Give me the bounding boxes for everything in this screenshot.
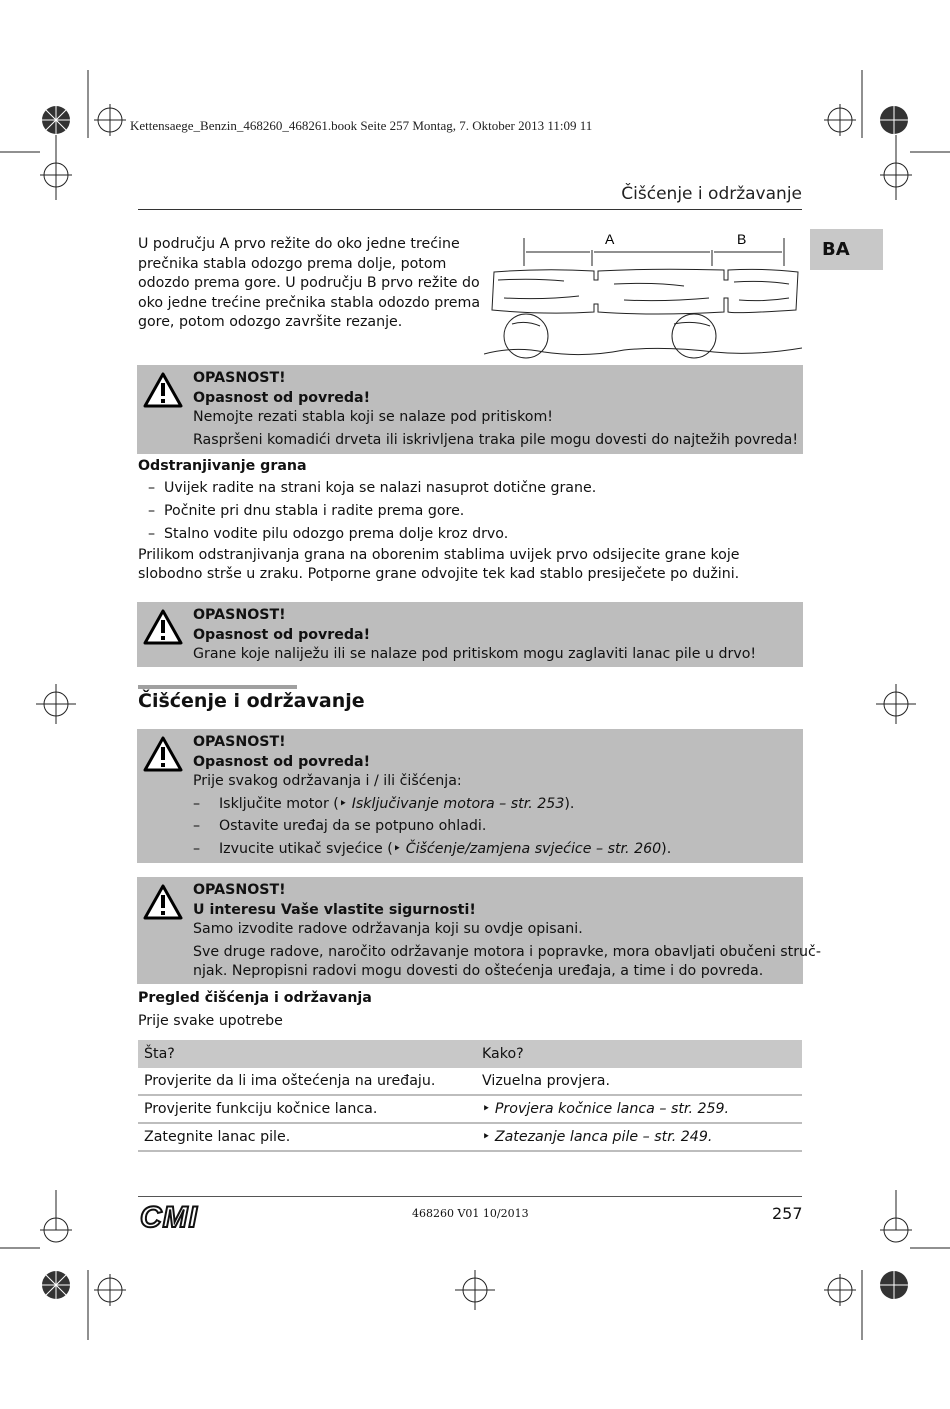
language-tab: BA [810, 229, 883, 270]
warning-triangle-icon [143, 372, 183, 408]
section-heading: Odstranjivanje grana [138, 458, 307, 474]
branch-paragraph: Prilikom odstranjivanja grana na oborenim stablima uvijek prvo odsijecite grane koje slobodno strše u zraku. Potporne grane odvojite tek kad stablo presiječete po dužini. [138, 546, 740, 583]
danger-line: Nemojte rezati stabla koji se nalaze pod pritiskom! [193, 409, 553, 426]
section-title-bar [138, 685, 297, 689]
section-title: Čišćenje i održavanje [138, 690, 365, 712]
cross-reference-link[interactable]: ‣ Isključivanje motora – str. 253 [338, 795, 565, 812]
danger-box-injury-1 [137, 365, 803, 454]
list-item: – Počnite pri dnu stabla i radite prema gore. [138, 500, 804, 523]
table-row [138, 1068, 802, 1095]
intro-paragraph: U području A prvo režite do oko jedne trećine prečnika stabla odozgo prema dolje, potom odozdo prema gore. U području B prvo režite do oko jedne trećine prečnika stabla odozdo prema gore, potom odozgo završite rezanje. [138, 236, 481, 331]
cross-reference-link[interactable]: ‣ Provjera kočnice lanca – str. 259. [476, 1095, 802, 1123]
danger-line: njak. Nepropisni radovi mogu dovesti do oštećenja uređaja, a time i do povreda. [193, 963, 764, 980]
overview-heading-block [138, 989, 372, 1031]
danger-line: Sve druge radove, naročito održavanje motora i popravke, mora obavljati obučeni struč- [193, 943, 821, 960]
table-row [138, 1123, 802, 1151]
cmi-logo [138, 1200, 234, 1232]
column-header-what: Šta? [138, 1040, 476, 1068]
danger-sub-item: – Izvucite utikač svjećice (‣ Čišćenje/zamjena svjećice – str. 260). [193, 840, 795, 860]
table-cell-what: Provjerite da li ima oštećenja na uređaju. [138, 1068, 476, 1095]
overview-subheading: Prije svake upotrebe [138, 1012, 283, 1029]
table-cell-what: Zategnite lanac pile. [138, 1123, 476, 1151]
danger-title: OPASNOST! [193, 882, 286, 898]
figure-label-b: B [737, 231, 747, 247]
column-header-how: Kako? [476, 1040, 802, 1068]
danger-line: Samo izvodite radove održavanja koji su ovdje opisani. [193, 921, 583, 938]
danger-sub-item: – Ostavite uređaj da se potpuno ohladi. [193, 817, 795, 837]
maintenance-table [138, 1040, 802, 1152]
header-rule [138, 209, 802, 210]
page-number: 257 [772, 1204, 803, 1223]
warning-triangle-icon [143, 884, 183, 920]
list-item: – Uvijek radite na strani koja se nalazi nasuprot dotične grane. [138, 477, 804, 500]
danger-box-injury-2 [137, 602, 803, 667]
cross-reference-link[interactable]: ‣ Čišćenje/zamjena svjećice – str. 260 [392, 840, 662, 857]
overview-heading: Pregled čišćenja i održavanja [138, 990, 372, 1006]
danger-subtitle: Opasnost od povreda! [193, 626, 371, 643]
danger-box-maintenance [137, 729, 803, 863]
danger-line: Grane koje naliježu ili se nalaze pod pritiskom mogu zaglaviti lanac pile u drvo! [193, 646, 757, 663]
danger-box-safety [137, 877, 821, 984]
branch-removal-section [138, 457, 804, 585]
danger-title: OPASNOST! [193, 607, 286, 623]
warning-triangle-icon [143, 736, 183, 772]
cross-reference-link[interactable]: ‣ Zatezanje lanca pile – str. 249. [476, 1123, 802, 1151]
danger-title: OPASNOST! [193, 734, 286, 750]
table-cell-how: Vizuelna provjera. [476, 1068, 802, 1095]
list-item: – Stalno vodite pilu odozgo prema dolje kroz drvo. [138, 523, 804, 546]
log-cutting-figure [484, 228, 802, 363]
danger-title: OPASNOST! [193, 370, 286, 386]
danger-subtitle: U interesu Vaše vlastite sigurnosti! [193, 901, 476, 918]
table-cell-what: Provjerite funkciju kočnice lanca. [138, 1095, 476, 1123]
footer-rule [138, 1196, 802, 1197]
danger-intro: Prije svakog održavanja i / ili čišćenja: [193, 773, 462, 790]
danger-line: Raspršeni komadići drveta ili iskrivljena traka pile mogu dovesti do najtežih povreda! [193, 431, 799, 448]
table-header-row [138, 1040, 802, 1068]
danger-subtitle: Opasnost od povreda! [193, 753, 371, 770]
danger-subtitle: Opasnost od povreda! [193, 389, 371, 406]
table-row [138, 1095, 802, 1123]
footer-code: 468260 V01 10/2013 [412, 1207, 529, 1220]
warning-triangle-icon [143, 609, 183, 645]
figure-label-a: A [605, 231, 615, 247]
page-header-title: Čišćenje i održavanje [621, 184, 802, 204]
danger-sub-item: – Isključite motor (‣ Isključivanje motora – str. 253). [193, 795, 795, 815]
svg-text:CMI: CMI [140, 1201, 198, 1232]
print-info-line: Kettensaege_Benzin_468260_468261.book Seite 257 Montag, 7. Oktober 2013 11:09 11 [130, 118, 593, 133]
